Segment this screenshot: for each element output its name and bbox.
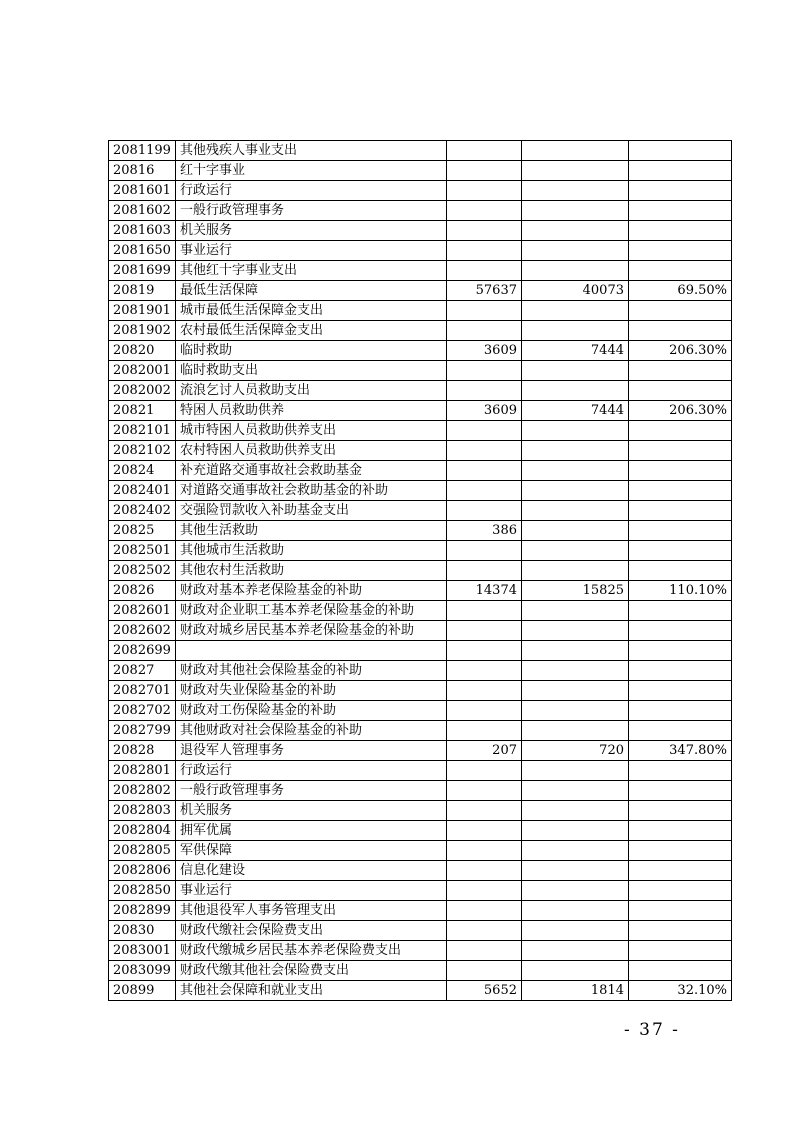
ratio-cell [629,301,732,321]
page-number: - 37 - [624,1020,680,1040]
amount-cell-2 [522,781,629,801]
ratio-cell [629,601,732,621]
table-row [109,481,732,501]
amount-cell-1 [447,221,522,241]
subject-code-cell: 2081902 [109,321,176,341]
amount-cell-1 [447,801,522,821]
subject-name-cell: 一般行政管理事务 [176,781,447,801]
amount-cell-1 [447,781,522,801]
subject-code-cell: 2081602 [109,201,176,221]
budget-table [108,140,732,1001]
subject-name-cell: 城市特困人员救助供养支出 [176,421,447,441]
amount-cell-1 [447,241,522,261]
subject-code-cell: 20826 [109,581,176,601]
amount-cell-1: 57637 [447,281,522,301]
subject-name-cell: 最低生活保障 [176,281,447,301]
subject-name-cell: 特困人员救助供养 [176,401,447,421]
subject-name-cell: 农村特困人员救助供养支出 [176,441,447,461]
table-row [109,781,732,801]
table-row [109,521,732,541]
subject-name-cell: 财政对企业职工基本养老保险基金的补助 [176,601,447,621]
table-row [109,981,732,1001]
amount-cell-2 [522,141,629,161]
table-row [109,261,732,281]
ratio-cell [629,901,732,921]
subject-name-cell: 军供保障 [176,841,447,861]
table-row [109,961,732,981]
table-row [109,141,732,161]
subject-name-cell: 行政运行 [176,761,447,781]
table-row [109,741,732,761]
ratio-cell [629,461,732,481]
subject-name-cell: 其他农村生活救助 [176,561,447,581]
amount-cell-1: 207 [447,741,522,761]
subject-code-cell: 20825 [109,521,176,541]
amount-cell-1 [447,381,522,401]
subject-code-cell: 2082801 [109,761,176,781]
table-row [109,181,732,201]
amount-cell-2 [522,621,629,641]
amount-cell-1 [447,821,522,841]
amount-cell-2 [522,501,629,521]
ratio-cell [629,801,732,821]
amount-cell-1 [447,661,522,681]
subject-name-cell: 临时救助支出 [176,361,447,381]
amount-cell-1 [447,761,522,781]
amount-cell-2: 720 [522,741,629,761]
subject-code-cell: 2082804 [109,821,176,841]
table-row [109,461,732,481]
table-body [109,141,732,1001]
amount-cell-2 [522,381,629,401]
amount-cell-2 [522,841,629,861]
subject-code-cell: 2081199 [109,141,176,161]
ratio-cell: 32.10% [629,981,732,1001]
ratio-cell [629,501,732,521]
amount-cell-1 [447,461,522,481]
subject-name-cell: 退役军人管理事务 [176,741,447,761]
amount-cell-2 [522,721,629,741]
ratio-cell [629,521,732,541]
amount-cell-2 [522,861,629,881]
table-row [109,161,732,181]
amount-cell-2: 15825 [522,581,629,601]
amount-cell-1 [447,361,522,381]
amount-cell-2 [522,161,629,181]
table-row [109,441,732,461]
subject-name-cell: 行政运行 [176,181,447,201]
subject-code-cell: 2082899 [109,901,176,921]
ratio-cell: 206.30% [629,341,732,361]
amount-cell-1 [447,721,522,741]
subject-code-cell: 20828 [109,741,176,761]
subject-name-cell: 一般行政管理事务 [176,201,447,221]
ratio-cell [629,961,732,981]
amount-cell-2 [522,601,629,621]
table-row [109,561,732,581]
table-row [109,421,732,441]
ratio-cell [629,421,732,441]
amount-cell-1 [447,141,522,161]
ratio-cell [629,841,732,861]
ratio-cell [629,381,732,401]
table-row [109,501,732,521]
amount-cell-2 [522,801,629,821]
ratio-cell: 69.50% [629,281,732,301]
subject-code-cell: 2083099 [109,961,176,981]
amount-cell-2 [522,421,629,441]
subject-code-cell: 2082501 [109,541,176,561]
amount-cell-1 [447,301,522,321]
subject-code-cell: 2081699 [109,261,176,281]
table-row [109,761,732,781]
ratio-cell [629,921,732,941]
subject-name-cell: 事业运行 [176,881,447,901]
amount-cell-1 [447,421,522,441]
table-row [109,661,732,681]
subject-name-cell: 事业运行 [176,241,447,261]
amount-cell-2 [522,701,629,721]
subject-name-cell: 财政对其他社会保险基金的补助 [176,661,447,681]
ratio-cell [629,881,732,901]
amount-cell-2: 40073 [522,281,629,301]
subject-name-cell: 其他生活救助 [176,521,447,541]
subject-name-cell: 拥军优属 [176,821,447,841]
table-row [109,921,732,941]
subject-name-cell: 财政代缴社会保险费支出 [176,921,447,941]
table-row [109,381,732,401]
amount-cell-2 [522,361,629,381]
ratio-cell [629,621,732,641]
subject-code-cell: 2081901 [109,301,176,321]
subject-name-cell: 补充道路交通事故社会救助基金 [176,461,447,481]
subject-code-cell: 2081650 [109,241,176,261]
ratio-cell [629,941,732,961]
amount-cell-2 [522,641,629,661]
ratio-cell [629,821,732,841]
table-row [109,681,732,701]
subject-name-cell: 其他城市生活救助 [176,541,447,561]
subject-code-cell: 2082803 [109,801,176,821]
amount-cell-1 [447,881,522,901]
ratio-cell [629,701,732,721]
amount-cell-2 [522,961,629,981]
amount-cell-2 [522,561,629,581]
amount-cell-1: 386 [447,521,522,541]
subject-name-cell: 其他财政对社会保险基金的补助 [176,721,447,741]
subject-code-cell: 2082602 [109,621,176,641]
subject-name-cell: 机关服务 [176,801,447,821]
amount-cell-1: 5652 [447,981,522,1001]
subject-code-cell: 2082702 [109,701,176,721]
table-row [109,241,732,261]
table-row [109,801,732,821]
ratio-cell [629,721,732,741]
table-row [109,581,732,601]
amount-cell-1 [447,621,522,641]
subject-name-cell: 财政对工伤保险基金的补助 [176,701,447,721]
amount-cell-2 [522,661,629,681]
subject-code-cell: 20819 [109,281,176,301]
subject-name-cell: 财政代缴其他社会保险费支出 [176,961,447,981]
subject-name-cell: 城市最低生活保障金支出 [176,301,447,321]
table-row [109,221,732,241]
subject-code-cell: 2082001 [109,361,176,381]
table-row [109,401,732,421]
table-row [109,361,732,381]
subject-code-cell: 2082102 [109,441,176,461]
ratio-cell [629,561,732,581]
subject-name-cell: 财政对基本养老保险基金的补助 [176,581,447,601]
amount-cell-2 [522,901,629,921]
ratio-cell: 347.80% [629,741,732,761]
amount-cell-2 [522,261,629,281]
amount-cell-1 [447,901,522,921]
amount-cell-1 [447,681,522,701]
table-row [109,861,732,881]
ratio-cell [629,181,732,201]
amount-cell-1 [447,441,522,461]
subject-code-cell: 2082799 [109,721,176,741]
ratio-cell [629,221,732,241]
ratio-cell [629,861,732,881]
subject-name-cell: 财政对城乡居民基本养老保险基金的补助 [176,621,447,641]
subject-code-cell: 20899 [109,981,176,1001]
subject-name-cell: 对道路交通事故社会救助基金的补助 [176,481,447,501]
table-row [109,341,732,361]
table-row [109,281,732,301]
subject-name-cell: 红十字事业 [176,161,447,181]
ratio-cell [629,361,732,381]
subject-name-cell: 其他社会保障和就业支出 [176,981,447,1001]
subject-name-cell: 信息化建设 [176,861,447,881]
amount-cell-2: 7444 [522,341,629,361]
table-row [109,641,732,661]
amount-cell-1 [447,261,522,281]
subject-name-cell: 其他红十字事业支出 [176,261,447,281]
amount-cell-2 [522,301,629,321]
subject-code-cell: 2082002 [109,381,176,401]
subject-code-cell: 20824 [109,461,176,481]
ratio-cell [629,781,732,801]
subject-code-cell: 2082502 [109,561,176,581]
amount-cell-2 [522,221,629,241]
amount-cell-1 [447,321,522,341]
amount-cell-2 [522,761,629,781]
amount-cell-2 [522,181,629,201]
amount-cell-2 [522,321,629,341]
ratio-cell [629,441,732,461]
amount-cell-2 [522,821,629,841]
amount-cell-1: 14374 [447,581,522,601]
ratio-cell [629,141,732,161]
subject-name-cell: 财政代缴城乡居民基本养老保险费支出 [176,941,447,961]
subject-code-cell: 2081601 [109,181,176,201]
ratio-cell [629,321,732,341]
amount-cell-1 [447,561,522,581]
table-row [109,821,732,841]
ratio-cell [629,761,732,781]
amount-cell-2: 7444 [522,401,629,421]
subject-code-cell: 2082806 [109,861,176,881]
ratio-cell [629,681,732,701]
ratio-cell: 206.30% [629,401,732,421]
table-row [109,621,732,641]
amount-cell-2 [522,461,629,481]
amount-cell-2 [522,441,629,461]
amount-cell-1 [447,481,522,501]
ratio-cell [629,241,732,261]
subject-name-cell [176,641,447,661]
subject-code-cell: 20816 [109,161,176,181]
amount-cell-1 [447,701,522,721]
ratio-cell: 110.10% [629,581,732,601]
amount-cell-2 [522,201,629,221]
table-row [109,541,732,561]
table-row [109,321,732,341]
amount-cell-1 [447,161,522,181]
subject-code-cell: 20827 [109,661,176,681]
subject-code-cell: 20830 [109,921,176,941]
subject-code-cell: 2082601 [109,601,176,621]
amount-cell-1 [447,181,522,201]
subject-name-cell: 财政对失业保险基金的补助 [176,681,447,701]
amount-cell-2 [522,681,629,701]
table-row [109,701,732,721]
amount-cell-1 [447,541,522,561]
amount-cell-2 [522,521,629,541]
subject-name-cell: 流浪乞讨人员救助支出 [176,381,447,401]
amount-cell-1: 3609 [447,341,522,361]
subject-code-cell: 2082699 [109,641,176,661]
subject-code-cell: 2082805 [109,841,176,861]
subject-code-cell: 2082850 [109,881,176,901]
subject-code-cell: 2082101 [109,421,176,441]
ratio-cell [629,481,732,501]
table-row [109,841,732,861]
table-row [109,201,732,221]
ratio-cell [629,261,732,281]
ratio-cell [629,661,732,681]
amount-cell-2 [522,541,629,561]
subject-name-cell: 交强险罚款收入补助基金支出 [176,501,447,521]
amount-cell-2 [522,941,629,961]
ratio-cell [629,541,732,561]
ratio-cell [629,201,732,221]
subject-name-cell: 农村最低生活保障金支出 [176,321,447,341]
amount-cell-1: 3609 [447,401,522,421]
amount-cell-2: 1814 [522,981,629,1001]
subject-name-cell: 其他残疾人事业支出 [176,141,447,161]
amount-cell-1 [447,861,522,881]
subject-code-cell: 20820 [109,341,176,361]
table-row [109,301,732,321]
amount-cell-2 [522,921,629,941]
subject-code-cell: 2082402 [109,501,176,521]
table-row [109,881,732,901]
table-row [109,901,732,921]
amount-cell-1 [447,601,522,621]
amount-cell-1 [447,641,522,661]
subject-code-cell: 2082802 [109,781,176,801]
amount-cell-2 [522,881,629,901]
table-row [109,721,732,741]
table-row [109,941,732,961]
amount-cell-1 [447,501,522,521]
amount-cell-1 [447,941,522,961]
table-row [109,601,732,621]
subject-name-cell: 临时救助 [176,341,447,361]
subject-name-cell: 其他退役军人事务管理支出 [176,901,447,921]
subject-code-cell: 2082401 [109,481,176,501]
amount-cell-2 [522,241,629,261]
ratio-cell [629,161,732,181]
subject-code-cell: 2083001 [109,941,176,961]
amount-cell-1 [447,841,522,861]
amount-cell-1 [447,961,522,981]
subject-code-cell: 20821 [109,401,176,421]
subject-code-cell: 2082701 [109,681,176,701]
amount-cell-1 [447,201,522,221]
ratio-cell [629,641,732,661]
amount-cell-1 [447,921,522,941]
subject-code-cell: 2081603 [109,221,176,241]
amount-cell-2 [522,481,629,501]
subject-name-cell: 机关服务 [176,221,447,241]
